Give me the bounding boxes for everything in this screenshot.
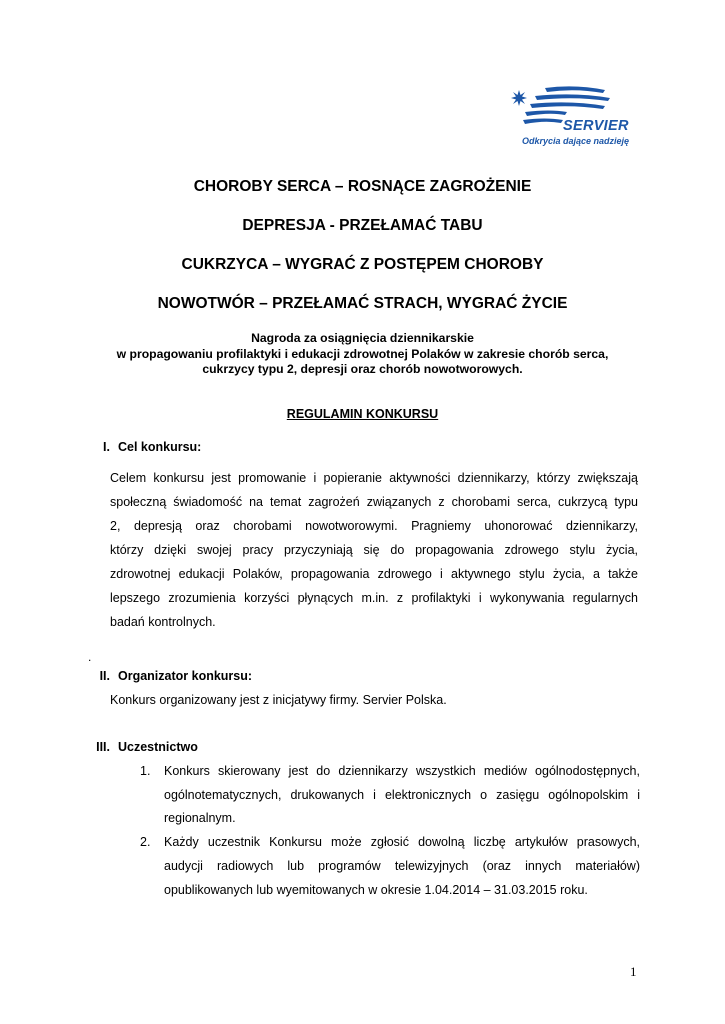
list-item-number: 1. bbox=[140, 764, 151, 778]
list-item-line: ogólnotematycznych, drukowanych i elektronicznych o zasięgu ogólnopolskim i bbox=[164, 787, 640, 802]
title-heart: CHOROBY SERCA – ROSNĄCE ZAGROŻENIE bbox=[193, 178, 532, 195]
subtitle-line: cukrzycy typu 2, depresji oraz chorób nowotworowych. bbox=[202, 362, 523, 376]
paragraph-line: którzy dzięki swojej pracy przyczyniają się do propagowania zdrowego stylu życia, bbox=[110, 543, 638, 557]
title-depression: DEPRESJA - PRZEŁAMAĆ TABU bbox=[242, 217, 483, 234]
list-item-line: regionalnym. bbox=[164, 811, 236, 826]
logo-tagline: Odkrycia dające nadzieję bbox=[522, 136, 630, 146]
list-item-number: 2. bbox=[140, 835, 151, 850]
stray-dot: . bbox=[88, 650, 92, 664]
paragraph-line: zdrowotnej edukacji Polaków, propagowania zdrowego i aktywnego stylu życia, a także bbox=[110, 567, 638, 581]
section-2-text: Konkurs organizowany jest z inicjatywy firmy. Servier Polska. bbox=[110, 693, 447, 707]
list-item-line: Każdy uczestnik Konkursu może zgłosić dowolną liczbę artykułów prasowych, bbox=[164, 835, 640, 850]
section-3-list bbox=[140, 760, 640, 902]
title-diabetes: CUKRZYCA – WYGRAĆ Z POSTĘPEM CHOROBY bbox=[181, 256, 544, 273]
paragraph-line: badań kontrolnych. bbox=[110, 615, 216, 629]
logo-brand: SERVIER bbox=[563, 118, 629, 134]
paragraph-line: lepszego zrozumienia korzyści płynących m.in. z profilaktyki i wykonywania regularnych bbox=[110, 591, 638, 605]
list-item-line: opublikowanych lub wyemitowanych w okresie 1.04.2014 – 31.03.2015 roku. bbox=[164, 882, 588, 897]
paragraph-line: 2, depresją oraz chorobami nowotworowymi. Pragniemy uhonorować dziennikarzy, bbox=[110, 519, 638, 533]
section-1-number: I. bbox=[103, 440, 110, 454]
servier-logo bbox=[505, 84, 640, 150]
title-cancer: NOWOTWÓR – PRZEŁAMAĆ STRACH, WYGRAĆ ŻYCIE bbox=[157, 295, 568, 312]
subtitle-line: Nagroda za osiągnięcia dziennikarskie bbox=[251, 331, 474, 345]
list-item bbox=[140, 831, 640, 902]
title-block bbox=[0, 177, 725, 333]
section-1-paragraph bbox=[110, 466, 638, 634]
subtitle bbox=[0, 331, 725, 378]
list-item bbox=[140, 760, 640, 831]
section-2-title: Organizator konkursu: bbox=[118, 669, 253, 683]
section-1-heading bbox=[88, 440, 201, 454]
paragraph-line: Celem konkursu jest promowanie i popieranie aktywności dziennikarzy, którzy zwiększają bbox=[110, 471, 638, 485]
paragraph-line: społeczną świadomość na temat zagrożeń związanych z chorobami serca, cukrzycą typu bbox=[110, 495, 638, 509]
page-number: 1 bbox=[630, 964, 637, 979]
section-3-title: Uczestnictwo bbox=[118, 740, 198, 754]
section-3-heading bbox=[88, 740, 198, 754]
section-3-number: III. bbox=[96, 740, 110, 754]
section-2-number: II. bbox=[99, 669, 110, 683]
section-1-title: Cel konkursu: bbox=[118, 440, 202, 454]
section-2-heading bbox=[88, 669, 252, 683]
regulamin-heading: REGULAMIN KONKURSU bbox=[286, 407, 439, 421]
subtitle-line: w propagowaniu profilaktyki i edukacji zdrowotnej Polaków w zakresie chorób serca, bbox=[116, 346, 609, 361]
list-item-line: audycji radiowych lub programów telewizyjnych (oraz innych materiałów) bbox=[164, 858, 640, 873]
list-item-line: Konkurs skierowany jest do dziennikarzy wszystkich mediów ogólnodostępnych, bbox=[164, 764, 640, 778]
